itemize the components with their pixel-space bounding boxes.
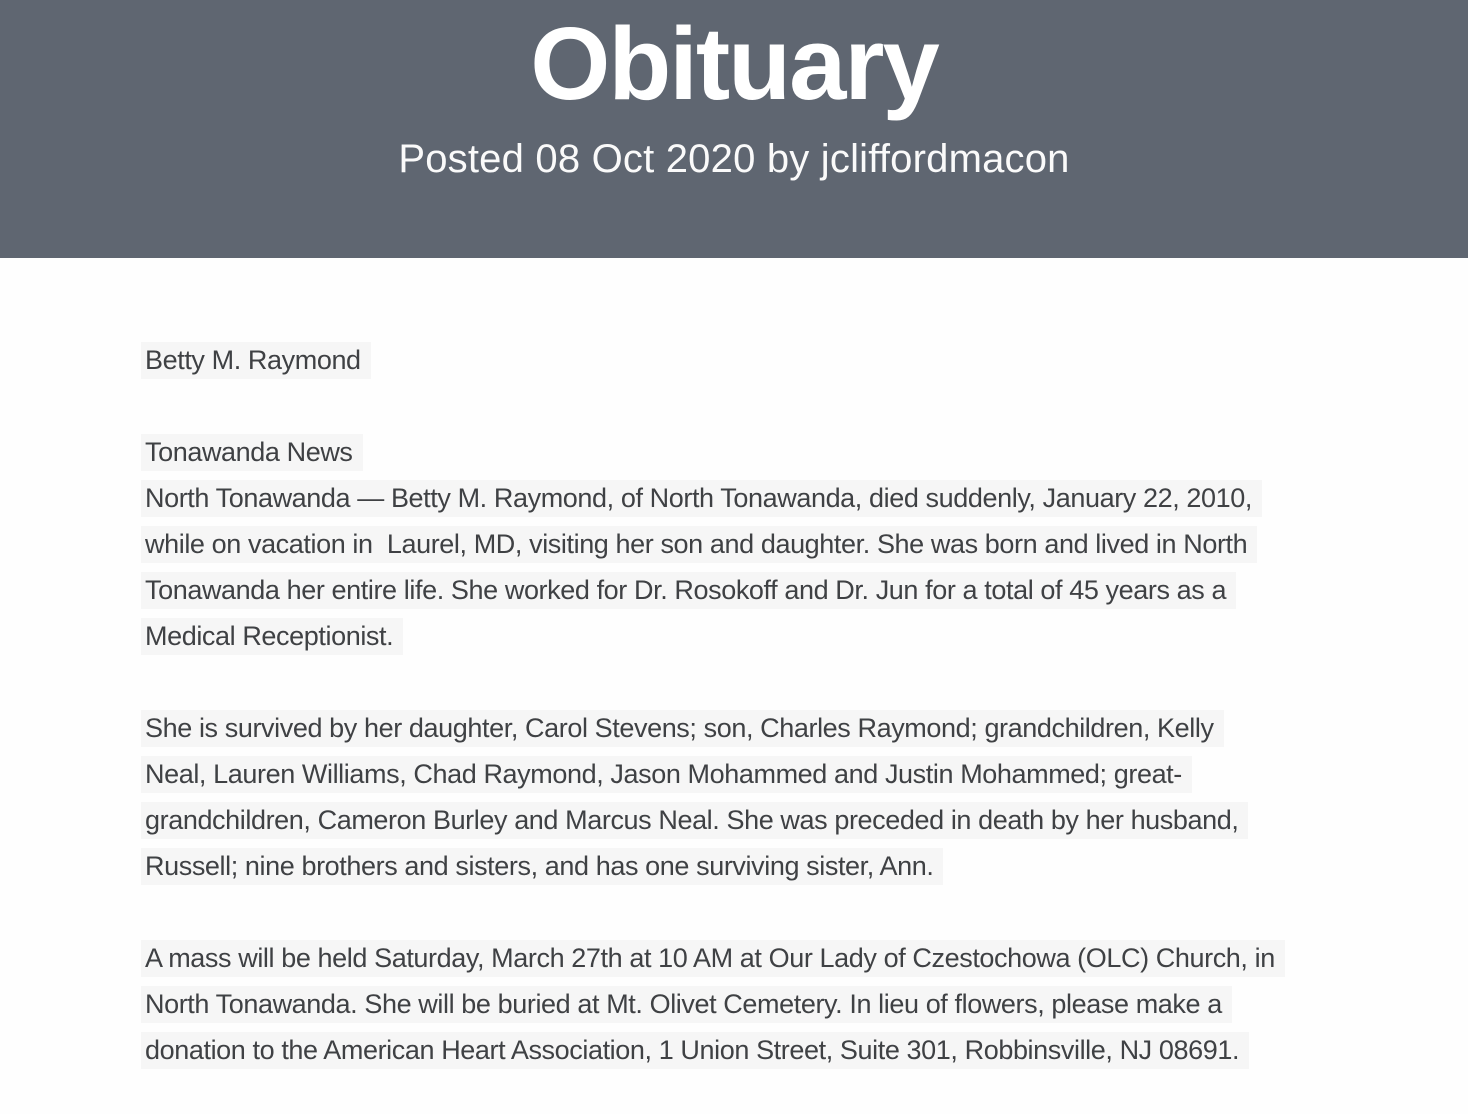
article-line xyxy=(145,935,1358,981)
article-line xyxy=(145,613,1358,659)
article-line xyxy=(145,705,1358,751)
article-line xyxy=(145,521,1358,567)
line-text: donation to the American Heart Association, 1 Union Street, Suite 301, Robbinsville, NJ 08691. xyxy=(141,1032,1249,1069)
article xyxy=(0,258,1468,1073)
line-text: grandchildren, Cameron Burley and Marcus Neal. She was preceded in death by her husband, xyxy=(141,802,1248,839)
line-text: Betty M. Raymond xyxy=(141,342,371,379)
line-text: A mass will be held Saturday, March 27th at 10 AM at Our Lady of Czestochowa (OLC) Church, in xyxy=(141,940,1285,977)
post-meta: Posted 08 Oct 2020 by jcliffordmacon xyxy=(398,137,1070,181)
line-text: Tonawanda News xyxy=(141,434,363,471)
article-line xyxy=(145,1027,1358,1073)
article-line xyxy=(145,567,1358,613)
line-text: North Tonawanda — Betty M. Raymond, of North Tonawanda, died suddenly, January 22, 2010, xyxy=(141,480,1262,517)
line-text: while on vacation in Laurel, MD, visiting her son and daughter. She was born and lived in North xyxy=(141,526,1257,563)
article-line xyxy=(145,429,1358,475)
line-text: Russell; nine brothers and sisters, and has one surviving sister, Ann. xyxy=(141,848,943,885)
article-line xyxy=(145,797,1358,843)
article-line xyxy=(145,981,1358,1027)
article-line xyxy=(145,337,1358,383)
paragraph xyxy=(145,337,1358,383)
line-text: Medical Receptionist. xyxy=(141,618,403,655)
article-line xyxy=(145,843,1358,889)
article-line xyxy=(145,475,1358,521)
line-text: Tonawanda her entire life. She worked for Dr. Rosokoff and Dr. Jun for a total of 45 years as a xyxy=(141,572,1236,609)
line-text: Neal, Lauren Williams, Chad Raymond, Jason Mohammed and Justin Mohammed; great- xyxy=(141,756,1192,793)
paragraph xyxy=(145,705,1358,889)
line-text: She is survived by her daughter, Carol Stevens; son, Charles Raymond; grandchildren, Kelly xyxy=(141,710,1224,747)
line-text: North Tonawanda. She will be buried at Mt. Olivet Cemetery. In lieu of flowers, please make a xyxy=(141,986,1232,1023)
paragraph xyxy=(145,429,1358,659)
article-line xyxy=(145,751,1358,797)
page-title: Obituary xyxy=(530,6,938,121)
page-header-banner xyxy=(0,0,1468,258)
paragraph xyxy=(145,935,1358,1073)
